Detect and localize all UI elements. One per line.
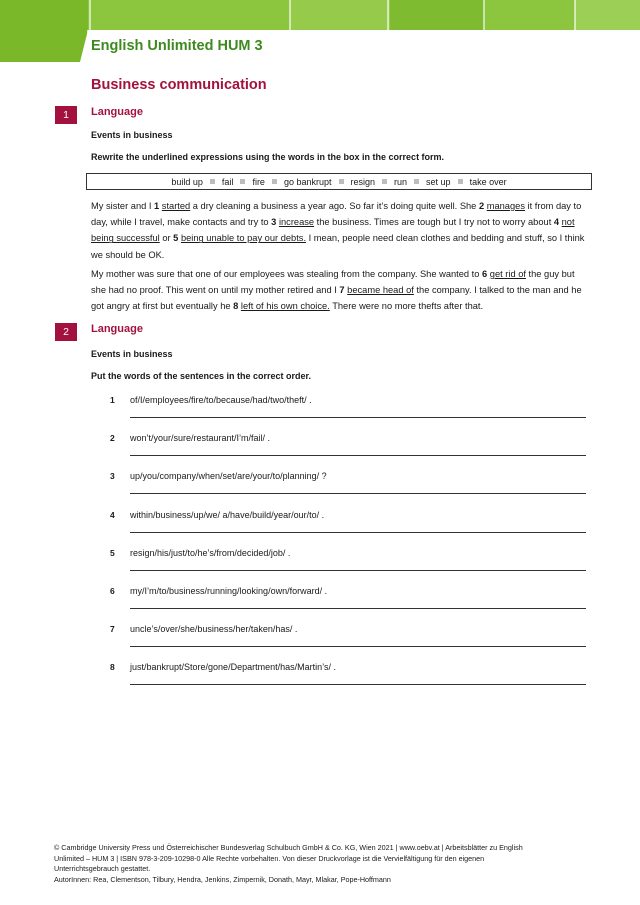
- reading-paragraph-2: [91, 266, 591, 315]
- word-box-word: fire: [252, 176, 265, 187]
- sentence-item: [110, 624, 586, 656]
- scrambled-sentence: my/I’m/to/business/running/looking/own/forward/ .: [130, 586, 328, 596]
- underlined-expression: being unable to pay our debts.: [180, 233, 307, 244]
- footer-line: © Cambridge University Press und Österreichischer Bundesverlag Schulbuch GmbH & Co. KG, Wien 2021 | www.oebv.at | Arbeitsblätter zu English: [54, 843, 523, 852]
- item-number: 7: [110, 624, 115, 635]
- sentence-item: [110, 548, 586, 580]
- sentence-item: [110, 586, 586, 618]
- item-number: 4: [110, 509, 115, 520]
- item-number: 6: [110, 586, 115, 596]
- answer-line[interactable]: [130, 493, 586, 494]
- item-number: 3: [110, 471, 115, 482]
- item-number: 8: [110, 662, 115, 673]
- scrambled-sentence: uncle’s/over/she/business/her/taken/has/ .: [130, 624, 298, 635]
- answer-line[interactable]: [130, 417, 586, 418]
- gap-number: 7: [339, 285, 345, 296]
- underlined-expression: get rid of: [489, 269, 526, 279]
- word-separator: [339, 179, 344, 184]
- word-box-word: run: [394, 176, 408, 187]
- answer-line[interactable]: [130, 646, 586, 647]
- footer-line: Unterrichtsgebrauch gestattet.: [54, 864, 151, 873]
- answer-line[interactable]: [130, 684, 586, 685]
- paragraph-text: a dry cleaning a business a year ago. So far it’s doing quite well. She: [190, 201, 479, 211]
- exercise-number-1: 1: [55, 106, 77, 124]
- paragraph-text: the guy but she had no proof. This went on until my mother retired and I: [91, 269, 575, 296]
- sentence-item: [110, 471, 586, 503]
- paragraph-text: the business. Times are tough but I try not to worry about: [314, 217, 554, 228]
- scrambled-sentence: resign/his/just/to/he’s/from/decided/job/ .: [130, 547, 291, 558]
- paragraph-text: I mean, people need clean clothes and bedding and stuff, so I think we should be OK.: [91, 233, 585, 260]
- item-number: 1: [110, 395, 115, 405]
- word-box-word: take over: [469, 176, 507, 187]
- scrambled-sentence: up/you/company/when/set/are/your/to/planning/ ?: [130, 471, 327, 482]
- word-box: [86, 173, 592, 190]
- paragraph-text: the company. I talked to the man and he got angry at first but eventually he: [91, 285, 582, 312]
- answer-line[interactable]: [130, 570, 586, 571]
- word-separator: [272, 179, 277, 184]
- header-band: [0, 0, 640, 64]
- exercise-instruction-1: Rewrite the underlined expressions using the words in the box in the correct form.: [91, 152, 445, 162]
- word-box-word: set up: [426, 176, 451, 187]
- scrambled-sentence: of/I/employees/fire/to/because/had/two/theft/ .: [130, 395, 312, 405]
- exercise-label-2: Language: [91, 323, 143, 335]
- page-title: Business communication: [91, 77, 267, 93]
- exercise-subtitle-1: Events in business: [91, 130, 173, 140]
- paragraph-text: My sister and I: [91, 201, 155, 211]
- word-box-word: fail: [221, 176, 234, 187]
- word-separator: [382, 179, 387, 184]
- scrambled-sentence: just/bankrupt/Store/gone/Department/has/Martin’s/ .: [130, 662, 336, 673]
- footer-line: AutorInnen: Rea, Clementson, Tilbury, Hendra, Jenkins, Zimpernik, Donath, Mayr, Mlakar, Pope-Hoffmann: [54, 874, 391, 884]
- answer-line[interactable]: [130, 532, 586, 533]
- reading-paragraph-1: [91, 198, 591, 263]
- underlined-expression: not being successful: [91, 217, 575, 244]
- sentence-item: [110, 395, 586, 427]
- scrambled-sentence: won’t/your/sure/restaurant/I’m/fail/ .: [130, 433, 271, 444]
- gap-number: 1: [154, 201, 160, 211]
- paragraph-text: or: [159, 233, 174, 244]
- word-separator: [414, 179, 419, 184]
- word-separator: [458, 179, 463, 184]
- sentence-item: [110, 510, 586, 542]
- gap-number: 3: [271, 217, 277, 228]
- sentence-item: [110, 433, 586, 465]
- underlined-expression: left of his own choice.: [240, 301, 330, 312]
- underlined-expression: manages: [486, 201, 525, 211]
- exercise-subtitle-2: Events in business: [91, 349, 173, 359]
- paragraph-text: it from day to day, while I travel, make contacts and try to: [91, 201, 582, 228]
- gap-number: 2: [478, 201, 485, 211]
- underlined-expression: started: [161, 201, 191, 211]
- answer-line[interactable]: [130, 608, 586, 609]
- item-number: 2: [110, 433, 115, 444]
- sentence-item: [110, 662, 586, 694]
- word-separator: [210, 179, 215, 184]
- underlined-expression: became head of: [347, 285, 414, 296]
- scrambled-sentence: within/business/up/we/ a/have/build/year/our/to/ .: [130, 509, 325, 520]
- gap-number: 6: [482, 269, 488, 279]
- item-number: 5: [110, 547, 115, 558]
- footer-line: Unlimited – HUM 3 | ISBN 978-3-209-10298-0 Alle Rechte vorbehalten. Von dieser Druckvorlage ist die Vervielfältigung für den eigenen: [54, 853, 485, 863]
- footer: [54, 843, 584, 885]
- word-box-word: build up: [171, 176, 203, 187]
- exercise-label-1: Language: [91, 106, 143, 118]
- word-separator: [240, 179, 245, 184]
- underlined-expression: increase: [278, 217, 315, 228]
- gap-number: 5: [173, 233, 179, 244]
- answer-line[interactable]: [130, 455, 586, 456]
- gap-number: 8: [233, 301, 239, 312]
- word-box-word: resign: [350, 176, 376, 187]
- exercise-number-2: 2: [55, 323, 77, 341]
- paragraph-text: There were no more thefts after that.: [329, 301, 484, 312]
- paragraph-text: My mother was sure that one of our employees was stealing from the company. She wanted to: [91, 269, 483, 279]
- exercise-instruction-2: Put the words of the sentences in the correct order.: [91, 371, 312, 381]
- gap-number: 4: [553, 217, 560, 228]
- word-box-word: go bankrupt: [283, 176, 332, 187]
- header-title: English Unlimited HUM 3: [91, 38, 263, 54]
